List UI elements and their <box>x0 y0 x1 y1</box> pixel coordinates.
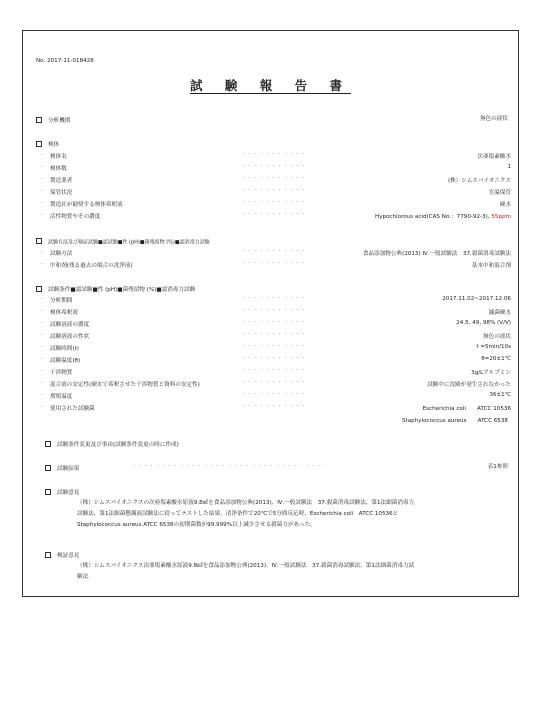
leader-dots: · · · · · · · · · · · <box>243 260 306 266</box>
bullet-icon: · <box>41 176 43 182</box>
detail-row <box>41 212 511 220</box>
row-label: 検体希釈液 <box>50 310 78 316</box>
row-label: 製造社が勧奨する検体希釈液 <box>50 202 123 208</box>
row-value <box>375 212 511 220</box>
row-value-text: 36±1℃ <box>489 392 511 398</box>
row-value <box>427 380 511 388</box>
detail-row <box>41 200 511 208</box>
row-value <box>472 261 511 269</box>
row-value-text: 滅菌硬水 <box>488 310 511 316</box>
row-value-text: 食品添加物公典(2013) Ⅳ.一般試験法 37.殺菌消毒試験法 <box>362 251 511 257</box>
row-value-text: t =5min/10s <box>476 344 511 350</box>
opinion-text <box>77 498 414 531</box>
detail-row <box>41 164 511 172</box>
detail-row <box>41 320 511 328</box>
row-label: 試験溶液の性状 <box>50 334 90 340</box>
row-value <box>442 296 511 302</box>
row-label: 検体数 <box>50 166 67 172</box>
checkbox-icon <box>45 489 51 495</box>
detail-row <box>41 176 511 184</box>
analysis-org-label: 分析機関 <box>48 118 71 124</box>
row-value-text: 2017.11.02~2017.12.06 <box>442 296 511 302</box>
detail-row <box>41 368 511 376</box>
row-value <box>489 308 511 316</box>
row-label: 中和剤(残る過去の場合の洗浄液) <box>50 263 133 269</box>
bullet-icon: · <box>41 368 43 374</box>
section-condition-change <box>45 440 179 448</box>
detail-row <box>41 404 511 412</box>
leader-dots: · · · · · · · · · · · <box>243 379 306 385</box>
bullet-icon: · <box>41 308 43 314</box>
leader-dots: · · · · · · · · · · · <box>243 319 306 325</box>
detail-row <box>41 152 511 160</box>
bullet-icon: · <box>41 404 43 410</box>
row-label: 干渉物質 <box>50 370 73 376</box>
detail-row <box>41 392 511 400</box>
row-value-text: 1 <box>507 164 511 170</box>
row-value <box>489 188 511 196</box>
report-title <box>23 76 518 94</box>
bullet-icon: · <box>41 249 43 255</box>
row-value-text: 無色の液状 <box>483 334 511 340</box>
row-value <box>500 200 511 208</box>
detail-row <box>41 308 511 316</box>
bullet-icon: · <box>41 380 43 386</box>
row-value <box>423 404 511 412</box>
row-value <box>476 344 511 350</box>
row-label: 検体名 <box>50 154 67 160</box>
section-specimen <box>36 140 59 148</box>
detail-row <box>41 249 511 257</box>
row-label: 保管状況 <box>50 190 73 196</box>
analysis-org-value: 無色の液状 <box>480 116 508 122</box>
row-value <box>477 152 511 160</box>
section-analysis-org <box>36 116 70 124</box>
section-conditions <box>36 285 195 293</box>
checkbox-icon <box>45 465 51 471</box>
verification-line: 験法. <box>77 574 90 580</box>
row-label: 使用された試験菌 <box>50 406 95 412</box>
detail-row <box>41 344 511 352</box>
detail-row <box>41 332 511 340</box>
bullet-icon: · <box>41 261 43 267</box>
row-label: 製造業者 <box>50 178 73 184</box>
verification-label: 検証意見 <box>57 553 80 559</box>
row-label: 分析期間 <box>50 298 73 304</box>
row-value <box>448 176 511 184</box>
opinion-line: （株）シムスバイオニクスの次亜塩素酸水原液9.8㎖を食品添加物公典(2013)、Ⅳ.一般試験法 37.殺菌消毒試験法、第1法細菌消毒力 <box>77 500 415 506</box>
condition-change-label: 試験条件変更及び事由(試験条件変更の時に作成) <box>57 442 179 448</box>
leader-dots: · · · · · · · · · · · <box>243 331 306 337</box>
bullet-icon: · <box>41 332 43 338</box>
leader-dots: · · · · · · · · · · · <box>243 355 306 361</box>
leader-dots: · · · · · · · · · · · <box>243 175 306 181</box>
checkbox-icon <box>36 117 42 123</box>
bullet-icon: · <box>41 164 43 170</box>
row-label: 活性物質やその濃度 <box>50 214 101 220</box>
row-value-text: 室温保管 <box>488 190 511 196</box>
row-label: 増殖温度 <box>50 394 73 400</box>
row-value-highlight: 55ppm <box>491 214 511 220</box>
leader-dots: · · · · · · · · · · · <box>243 211 306 217</box>
bullet-icon: · <box>41 188 43 194</box>
row-value <box>363 249 511 257</box>
opinion-label: 試験意見 <box>57 490 80 496</box>
row-value-text: 24.5, 49, 98% (V/V) <box>456 320 511 326</box>
specimen-label: 検体 <box>48 142 60 148</box>
verification-text <box>77 561 414 583</box>
row-value-text: 次亜塩素酸水 <box>477 154 511 160</box>
leader-dots: · · · · · · · · · · · <box>243 403 306 409</box>
opinion-line: Staphylococcus aureus ATCC 6538の初期菌数が99.999%以上減少させる殺菌力があった。 <box>77 522 316 528</box>
row-value-text: 基本中和混合剤 <box>471 263 511 269</box>
row-value-text: 試験中に沈殿が発生されなかった <box>427 382 511 388</box>
leader-dots: · · · · · · · · · · · <box>243 199 306 205</box>
leader-dots: · · · · · · · · · · · <box>243 295 306 301</box>
row-label: 試験時間(t) <box>50 346 79 352</box>
detail-row <box>41 261 511 269</box>
verification-line: （株）シムスバイオニクス次亜塩素酸水原液9.8㎖を食品添加物公典(2013)、Ⅳ.一般試験法 37.殺菌消毒試験法、第1法細菌消毒力試 <box>77 563 415 569</box>
checkbox-icon <box>45 552 51 558</box>
bullet-icon: · <box>41 200 43 206</box>
section-verification <box>45 551 79 559</box>
result-value: 表1参照 <box>487 464 508 470</box>
leader-dots: · · · · · · · · · · · <box>243 343 306 349</box>
section-method <box>36 238 210 246</box>
row-value <box>483 332 511 340</box>
leader-dots: · · · · · · · · · · · <box>243 248 306 254</box>
bullet-icon: · <box>41 296 43 302</box>
detail-row <box>41 188 511 196</box>
bullet-icon: · <box>41 320 43 326</box>
row-label: 試験方法 <box>50 251 73 257</box>
leader-dots: · · · · · · · · · · · <box>243 151 306 157</box>
result-label: 試験結果 <box>57 466 80 472</box>
leader-dots: · · · · · · · · · · · <box>243 367 306 373</box>
result-dots: · · · · · · · · · · · · · · · · · · · · · · · · · · · · · · · · · <box>133 463 328 469</box>
row-value-text: Escherichia coli ATCC 10536 <box>422 406 511 412</box>
checkbox-icon <box>36 141 42 147</box>
bullet-icon: · <box>41 212 43 218</box>
checkbox-icon <box>45 441 51 447</box>
leader-dots: · · · · · · · · · · · <box>243 391 306 397</box>
detail-row <box>41 380 511 388</box>
leader-dots: · · · · · · · · · · · <box>243 163 306 169</box>
conditions-label: 試験条件■認試験■性 (pH)■菌残留物 (%)■認消毒力試験 <box>48 287 196 293</box>
document-number: No. 2017-11-018428 <box>36 58 94 64</box>
row-value <box>471 368 511 376</box>
row-value <box>456 320 511 326</box>
extra-strain: Staphylococcus aureus ATCC 6538 <box>402 418 508 424</box>
section-opinion <box>45 488 79 496</box>
detail-row <box>41 296 511 304</box>
opinion-line: 試験法、第1法細菌懸濁液試験法に従ってテストした結果、清浄条件で20℃で5分間反応時、Escherichia coli ATCC 10536と <box>77 511 399 517</box>
row-value-text: 硬水 <box>499 202 511 208</box>
row-value <box>489 392 511 398</box>
checkbox-icon <box>36 286 42 292</box>
report-page <box>22 30 519 597</box>
row-label: 混合液の安定性(硬水で希釈させた干渉物質と資料の安定性) <box>50 382 200 388</box>
row-value <box>507 164 511 170</box>
leader-dots: · · · · · · · · · · · <box>243 187 306 193</box>
row-label: 試験溶液の濃度 <box>50 322 90 328</box>
row-value-text: Hypochlorous acid(CAS No.：7790-92-3), <box>374 214 492 220</box>
bullet-icon: · <box>41 356 43 362</box>
bullet-icon: · <box>41 392 43 398</box>
row-value-text: 3g/Lアルブミン <box>471 370 511 376</box>
row-value <box>481 356 511 362</box>
row-value-text: θ=20±1℃ <box>481 356 511 362</box>
leader-dots: · · · · · · · · · · · <box>243 307 306 313</box>
row-value-text: (株）シムスバイオニクス <box>447 178 511 184</box>
detail-row <box>41 356 511 364</box>
report-title-text: 試 験 報 告 書 <box>190 78 351 93</box>
section-result <box>45 464 79 472</box>
row-label: 試験温度(θ) <box>50 358 81 364</box>
bullet-icon: · <box>41 152 43 158</box>
bullet-icon: · <box>41 344 43 350</box>
checkbox-icon <box>36 238 42 244</box>
method-label: 試験方法及び検証試験■認試験■性 (pH)■菌残留物 (%)■認消毒力試験 <box>48 239 210 246</box>
